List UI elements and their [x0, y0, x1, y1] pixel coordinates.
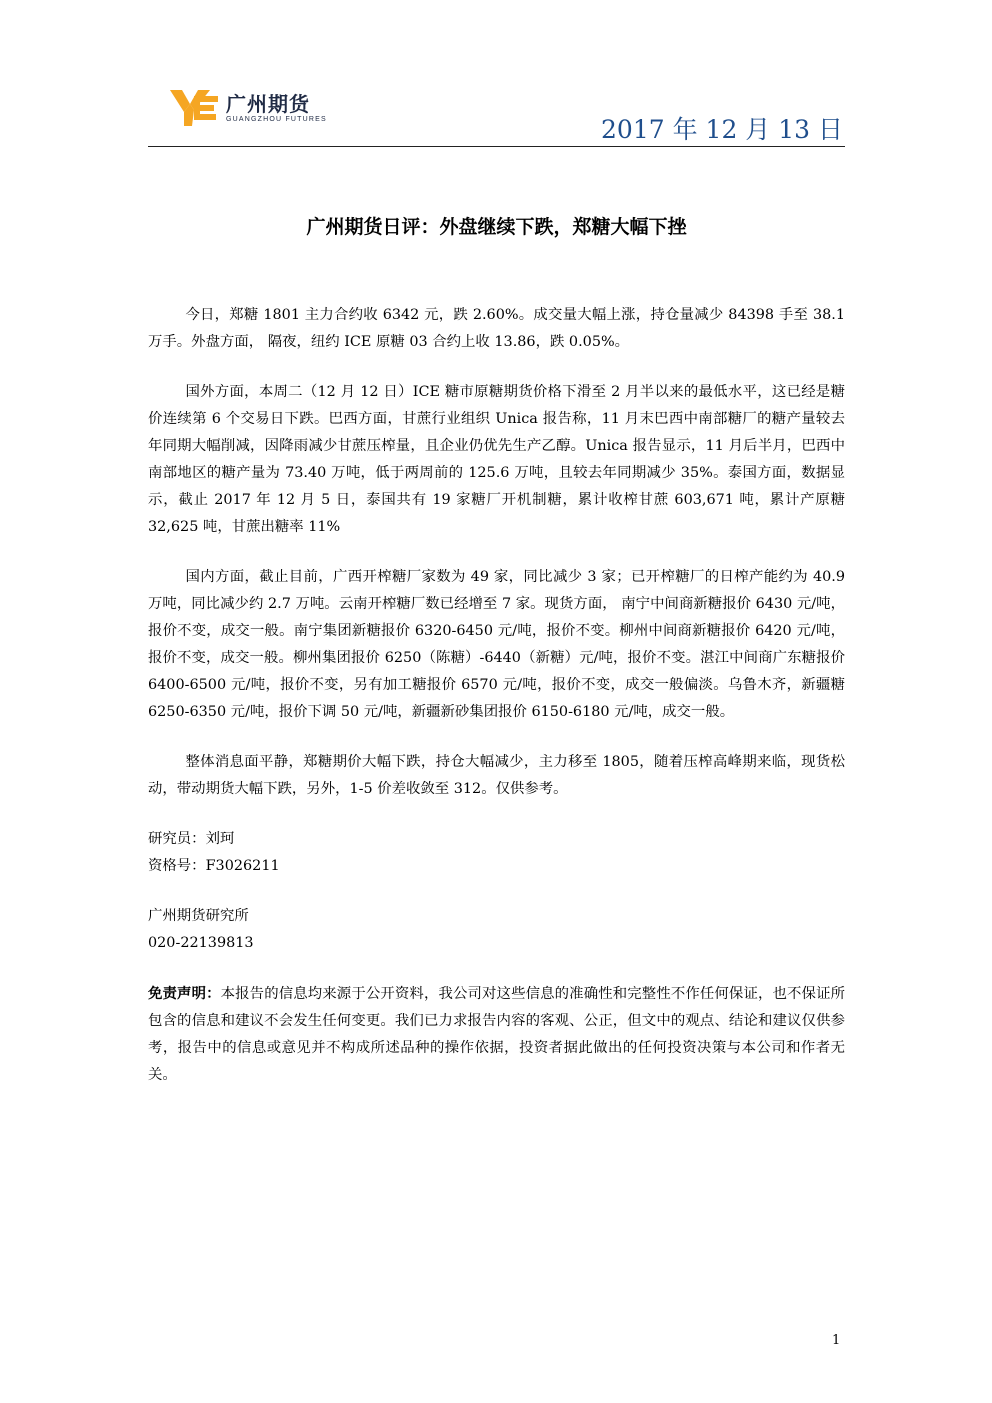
- institute-info: [148, 903, 845, 957]
- researcher-info: [148, 826, 845, 880]
- logo-english-name: GUANGZHOU FUTURES: [226, 115, 327, 123]
- institute-phone: 020-22139813: [148, 935, 254, 951]
- researcher-license: 资格号：F3026211: [148, 858, 280, 874]
- researcher-name: 研究员：刘珂: [148, 831, 235, 847]
- disclaimer-text: 本报告的信息均来源于公开资料，我公司对这些信息的准确性和完整性不作任何保证，也不保证所包含的信息和建议不会发生任何变更。我们已力求报告内容的客观、公正，但文中的观点、结论和建议仅供参考，报告中的信息或意见并不构成所述品种的操作依据，投资者据此做出的任何投资决策与本公司和作者无关。: [148, 986, 845, 1083]
- logo-mark-icon: [170, 90, 220, 126]
- logo-chinese-name: 广州期货: [226, 91, 310, 116]
- report-title: 广州期货日评：外盘继续下跌，郑糖大幅下挫: [306, 216, 687, 238]
- report-body: [148, 302, 845, 1089]
- paragraph-international: 国外方面，本周二（12 月 12 日）ICE 糖市原糖期货价格下滑至 2 月半以来的最低水平，这已经是糖价连续第 6 个交易日下跌。巴西方面，甘蔗行业组织 Unica 报告称，11 月末巴西中南部糖厂的糖产量较去年同期大幅削减，因降雨减少甘蔗压榨量，且企业仍优先生产乙醇。Unica 报告显示，11 月后半月，巴西中南部地区的糖产量为 73.40 万吨，低于两周前的 125.6 万吨，且较去年同期减少 35%。泰国方面，数据显示，截止 2017 年 12 月 5 日，泰国共有 19 家糖厂开机制糖，累计收榨甘蔗 603,671 吨，累计产原糖 32,625 吨，甘蔗出糖率 11%: [148, 384, 845, 535]
- disclaimer-label: 免责声明：: [148, 985, 221, 1002]
- paragraph-outlook: 整体消息面平静，郑糖期价大幅下跌，持仓大幅减少，主力移至 1805，随着压榨高峰期来临，现货松动，带动期货大幅下跌，另外，1-5 价差收敛至 312。仅供参考。: [148, 754, 845, 797]
- paragraph-market-summary: 今日，郑糖 1801 主力合约收 6342 元，跌 2.60%。成交量大幅上涨，持仓量减少 84398 手至 38.1 万手。外盘方面， 隔夜，纽约 ICE 原糖 03 合约上收 13.86，跌 0.05%。: [148, 307, 845, 350]
- page-header: [148, 80, 845, 147]
- company-logo: [170, 90, 327, 126]
- disclaimer: [148, 980, 845, 1089]
- institute-name: 广州期货研究所: [148, 908, 249, 924]
- page-number: 1: [832, 1333, 841, 1348]
- paragraph-domestic: 国内方面，截止目前，广西开榨糖厂家数为 49 家，同比减少 3 家；已开榨糖厂的日榨产能约为 40.9 万吨，同比减少约 2.7 万吨。云南开榨糖厂数已经增至 7 家。现货方面， 南宁中间商新糖报价 6430 元/吨，报价不变，成交一般。南宁集团新糖报价 6320-6450 元/吨，报价不变。柳州中间商新糖报价 6420 元/吨，报价不变，成交一般。柳州集团报价 6250（陈糖）-6440（新糖）元/吨，报价不变。湛江中间商广东糖报价 6400-6500 元/吨，报价不变，另有加工糖报价 6570 元/吨，报价不变，成交一般偏淡。乌鲁木齐，新疆糖 6250-6350 元/吨，报价下调 50 元/吨，新疆新砂集团报价 6150-6180 元/吨，成交一般。: [148, 569, 845, 720]
- report-date: 2017 年 12 月 13 日: [601, 115, 843, 144]
